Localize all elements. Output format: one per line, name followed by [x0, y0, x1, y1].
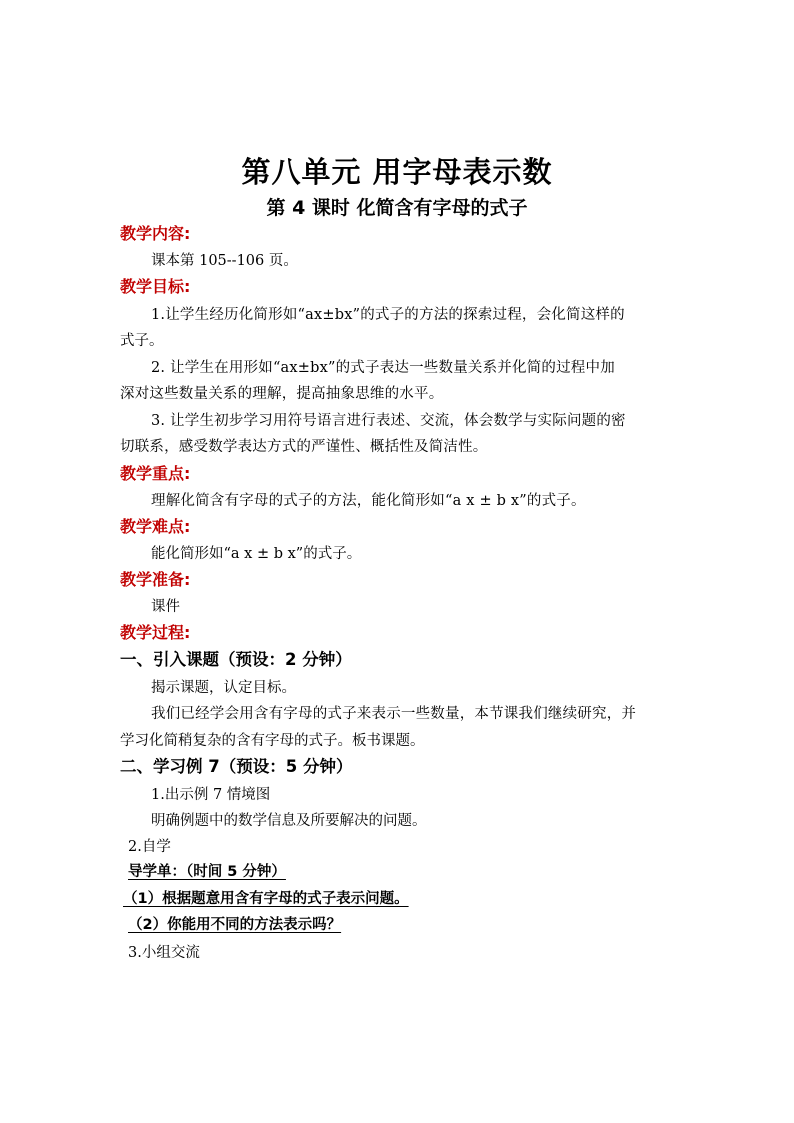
goal-1-line-1: 1.让学生经历化简形如“ax±bx”的式子的方法的探索过程，会化简这样的 — [151, 307, 625, 323]
document-subtitle: 第 4 课时 化简含有字母的式子 — [266, 197, 528, 219]
section-2-heading: 二、学习例 7（预设：5 分钟） — [120, 757, 353, 776]
section-2-step-2: 2.自学 — [128, 839, 171, 855]
preparation-text: 课件 — [151, 599, 180, 615]
difficulty-text: 能化简形如“a x ± b x”的式子。 — [151, 546, 362, 562]
guide-question-2: （2）你能用不同的方法表示吗？ — [128, 917, 342, 933]
guide-question-1: （1）根据题意用含有字母的式子表示问题。 — [123, 891, 409, 907]
key-points-heading: 教学重点: — [120, 464, 191, 483]
section-1-line-3: 学习化简稍复杂的含有字母的式子。板书课题。 — [120, 733, 425, 749]
preparation-heading: 教学准备: — [120, 570, 191, 589]
content-text: 课本第 105--106 页。 — [151, 253, 298, 269]
section-1-heading: 一、引入课题（预设：2 分钟） — [120, 650, 352, 669]
key-points-text: 理解化简含有字母的式子的方法，能化简形如“a x ± b x”的式子。 — [151, 493, 586, 509]
goal-2-line-2: 深对这些数量关系的理解，提高抽象思维的水平。 — [120, 386, 444, 402]
section-2-step-1: 1.出示例 7 情境图 — [151, 787, 271, 803]
goal-1-line-2: 式子。 — [120, 333, 164, 349]
difficulty-heading: 教学难点: — [120, 517, 191, 536]
section-1-line-2: 我们已经学会用含有字母的式子来表示一些数量，本节课我们继续研究，并 — [151, 706, 637, 722]
section-1-line-1: 揭示课题，认定目标。 — [151, 680, 296, 696]
goal-3-line-2: 切联系，感受数学表达方式的严谨性、概括性及简洁性。 — [120, 439, 488, 455]
section-2-step-3: 3.小组交流 — [128, 945, 200, 961]
goals-heading: 教学目标: — [120, 277, 191, 296]
section-2-step-1-desc: 明确例题中的数学信息及所要解决的问题。 — [151, 813, 427, 829]
document-title: 第八单元 用字母表示数 — [241, 155, 553, 189]
process-heading: 教学过程: — [120, 623, 191, 642]
goal-2-line-1: 2. 让学生在用形如“ax±bx”的式子表达一些数量关系并化简的过程中加 — [151, 360, 615, 376]
goal-3-line-1: 3. 让学生初步学习用符号语言进行表述、交流，体会数学与实际问题的密 — [151, 413, 626, 429]
content-heading: 教学内容: — [120, 224, 191, 243]
guide-sheet-heading: 导学单：（时间 5 分钟） — [128, 864, 286, 880]
